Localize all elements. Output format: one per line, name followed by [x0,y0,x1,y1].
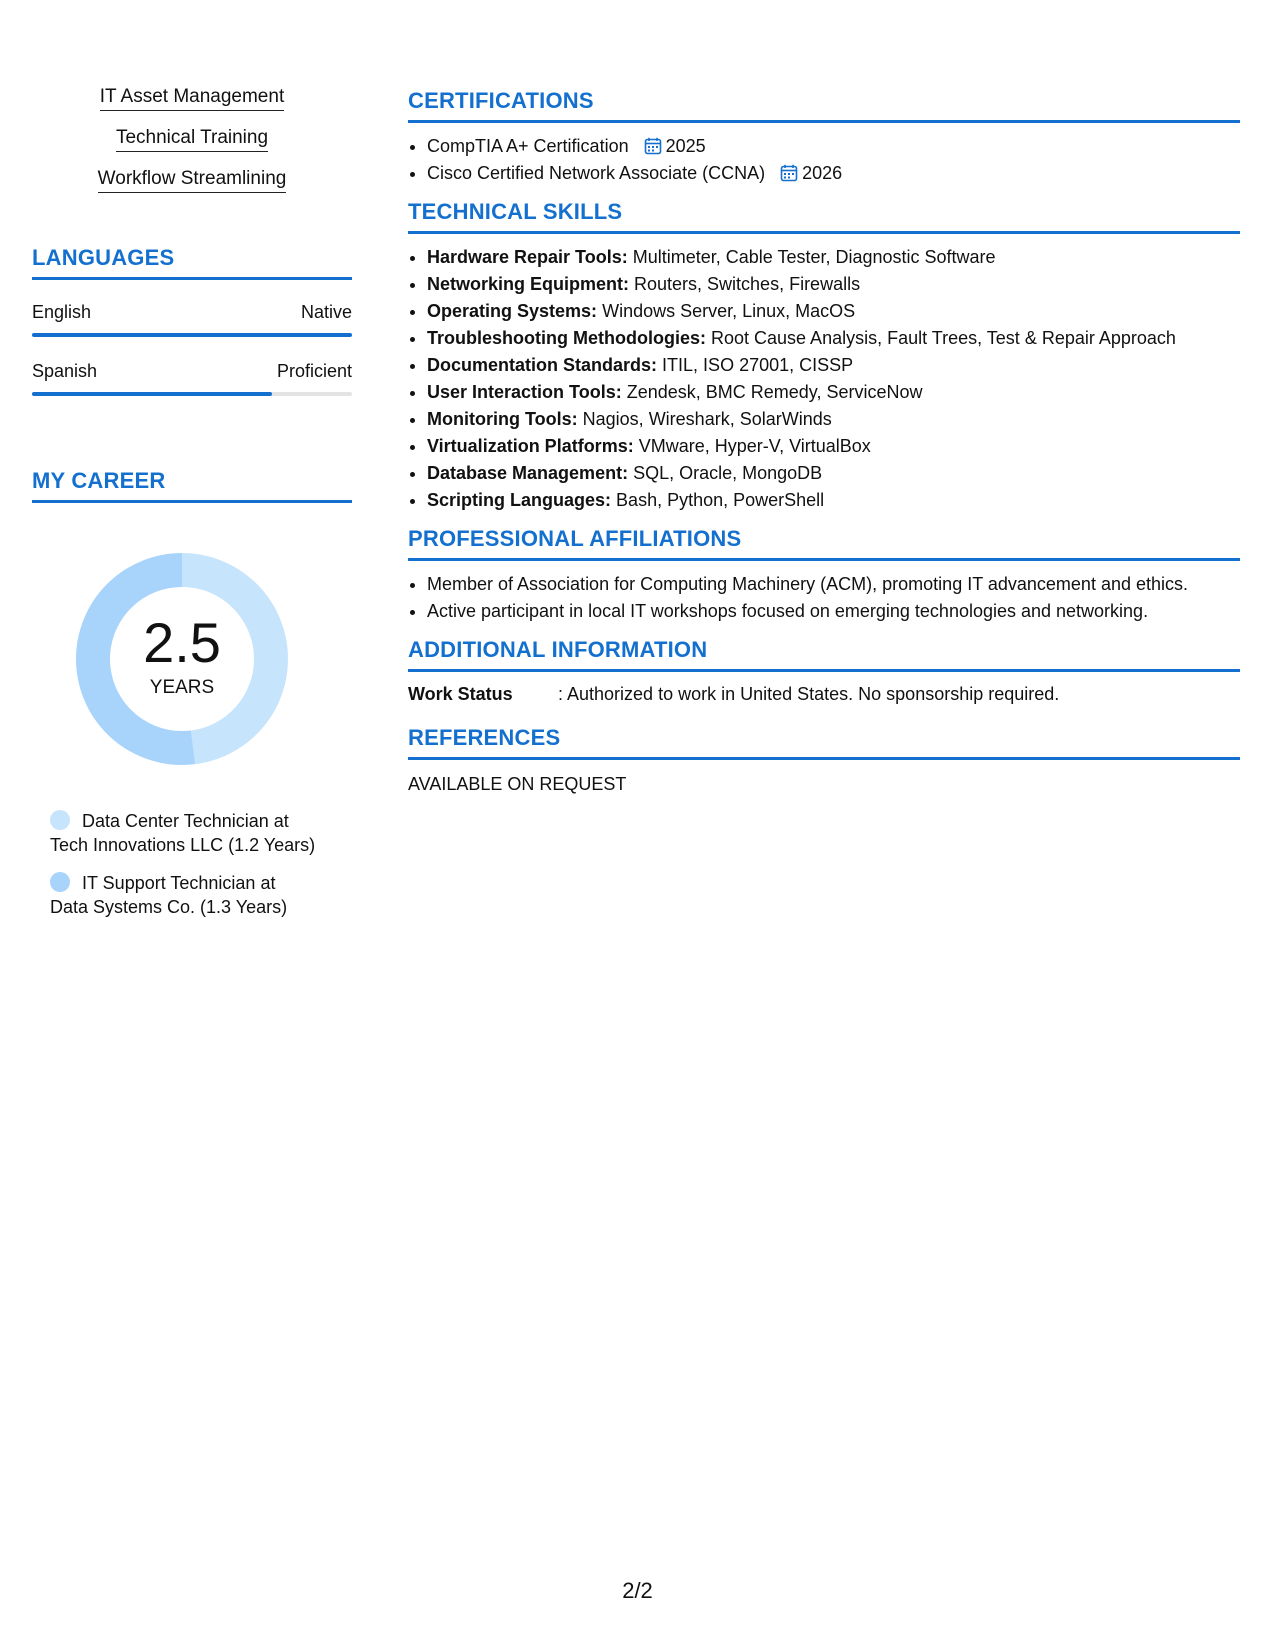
skill-value: Zendesk, BMC Remedy, ServiceNow [626,382,923,402]
work-status-label: Work Status [408,684,513,704]
technical-skill-item [427,352,1240,379]
additional-info-title: ADDITIONAL INFORMATION [408,637,1240,672]
technical-skill-item [427,379,1240,406]
legend-label-line2: Data Systems Co. (1.3 Years) [50,897,288,917]
skill-label: Scripting Languages: [427,490,612,510]
legend-label-line1: Data Center Technician at [82,811,289,831]
legend-item [50,871,352,919]
skill-label: Virtualization Platforms: [427,436,634,456]
technical-skill-item [427,433,1240,460]
skill-label: Networking Equipment: [427,274,629,294]
affiliations-title: PROFESSIONAL AFFILIATIONS [408,526,1240,561]
certification-item [427,160,1240,187]
technical-skill-item [427,487,1240,514]
language-bar-fill [32,333,352,337]
technical-skill-item [427,325,1240,352]
technical-skill-item [427,460,1240,487]
language-name: Spanish [32,361,98,381]
skills-list [32,86,352,209]
skill-value: Bash, Python, PowerShell [616,490,825,510]
main-content [408,88,1240,795]
languages-title: LANGUAGES [32,245,352,280]
language-name: English [32,302,92,322]
career-section [32,468,352,919]
certifications-title: CERTIFICATIONS [408,88,1240,123]
certification-year: 2026 [802,163,843,183]
career-total: 2.5 [143,611,221,674]
technical-skill-item [427,406,1240,433]
skill-tag: Workflow Streamlining [98,168,287,193]
language-item [32,361,352,396]
technical-skills-title: TECHNICAL SKILLS [408,199,1240,234]
certification-name: Cisco Certified Network Associate (CCNA) [427,163,766,183]
skill-tag: Technical Training [116,127,268,152]
career-donut [66,543,298,775]
affiliation-item: • Active participant in local IT workshops focused on emerging technologies and networking. [427,598,1240,625]
legend-label-line2: Tech Innovations LLC (1.2 Years) [50,835,316,855]
career-unit: YEARS [149,677,215,698]
page-number: 2/2 [622,1578,653,1603]
affiliations-section [408,526,1240,625]
language-bar [32,333,352,337]
skill-label: Operating Systems: [427,301,598,321]
references-section [408,725,1240,795]
languages-section [32,245,352,396]
skill-value: Windows Server, Linux, MacOS [602,301,856,321]
skill-label: Database Management: [427,463,629,483]
skill-value: Routers, Switches, Firewalls [634,274,861,294]
technical-skills-section [408,199,1240,514]
skill-value: Root Cause Analysis, Fault Trees, Test & Repair Approach [711,328,1176,348]
language-level: Proficient [276,361,352,381]
skill-label: User Interaction Tools: [427,382,622,402]
skill-value: SQL, Oracle, MongoDB [633,463,823,483]
additional-info-section [408,637,1240,705]
legend-dot [50,810,70,830]
career-legend [50,809,352,919]
language-item [32,302,352,337]
calendar-icon [644,137,662,155]
skill-label: Monitoring Tools: [427,409,578,429]
skill-value: Nagios, Wireshark, SolarWinds [582,409,832,429]
calendar-icon [780,164,798,182]
skill-value: ITIL, ISO 27001, CISSP [662,355,854,375]
skill-label: Troubleshooting Methodologies: [427,328,706,348]
skill-label: Hardware Repair Tools: [427,247,628,267]
references-text: AVAILABLE ON REQUEST [408,774,627,794]
legend-dot [50,872,70,892]
skill-value: Multimeter, Cable Tester, Diagnostic Software [632,247,996,267]
career-title: MY CAREER [32,468,352,503]
legend-label-line1: IT Support Technician at [82,873,276,893]
affiliation-item: • Member of Association for Computing Machinery (ACM), promoting IT advancement and ethics. [427,571,1240,598]
technical-skill-item [427,244,1240,271]
technical-skill-item [427,298,1240,325]
skill-tag: IT Asset Management [100,86,284,111]
skill-value: VMware, Hyper-V, VirtualBox [638,436,871,456]
language-level: Native [300,302,352,322]
certification-name: CompTIA A+ Certification [427,136,629,156]
technical-skill-item [427,271,1240,298]
work-status-value: : Authorized to work in United States. No sponsorship required. [558,684,1060,704]
language-bar-fill [32,392,272,396]
language-bar [32,392,352,396]
certifications-section [408,88,1240,187]
sidebar [32,80,352,933]
legend-item [50,809,352,857]
certification-year: 2025 [665,136,706,156]
certification-item [427,133,1240,160]
skill-label: Documentation Standards: [427,355,658,375]
references-title: REFERENCES [408,725,1240,760]
